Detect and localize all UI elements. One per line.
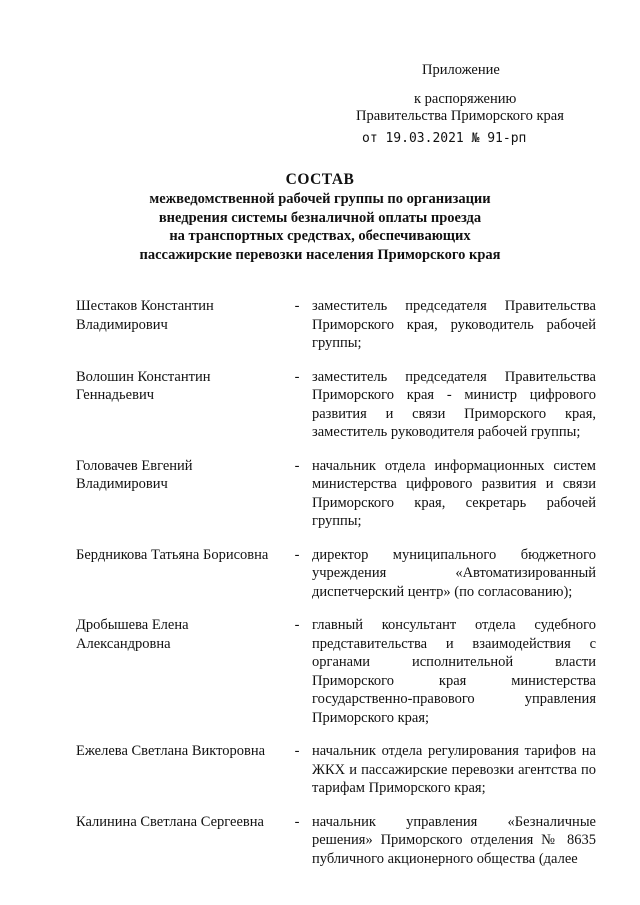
member-name: Дробышева Елена Александровна (76, 617, 189, 652)
member-dash: - (294, 617, 300, 633)
member-role: начальник отдела регулирования тарифов на ЖКХ и пассажирские перевозки агентства по тарифам Приморского края; (312, 743, 596, 796)
member-role: заместитель председателя Правительства Приморского края - министр цифрового развития и связи Приморского края, заместитель руководителя рабочей группы; (312, 368, 596, 440)
member-name: Волошин Константин Геннадьевич (76, 368, 211, 403)
member-role: начальник отдела информационных систем министерства цифрового развития и связи Приморского края, секретарь рабочей группы; (312, 457, 596, 529)
member-row (76, 616, 596, 727)
member-role: начальник управления «Безналичные решения» Приморского отделения № 8635 публичного акционерного общества (далее (312, 813, 596, 867)
member-row (76, 813, 596, 869)
title-heading: СОСТАВ (285, 171, 355, 188)
member-row (76, 546, 596, 602)
member-list (76, 297, 596, 883)
member-row (76, 368, 596, 442)
member-name: Шестаков Константин Владимирович (76, 298, 214, 333)
title-line: пассажирские перевозки населения Приморского края (139, 246, 501, 263)
member-role: главный консультант отдела судебного представительства и взаимодействия с органами исполнительной власти Приморского края министерства государственно-правового управления Приморского края; (312, 617, 596, 726)
member-row (76, 457, 596, 531)
member-dash: - (294, 368, 300, 385)
title-line: межведомственной рабочей группы по организации (149, 191, 491, 207)
appendix-label: Приложение (422, 62, 500, 78)
document-title (0, 170, 640, 264)
member-row (76, 297, 596, 353)
member-name: Калинина Светлана Сергеевна (76, 813, 264, 830)
member-dash: - (294, 457, 300, 474)
appendix-to-order: к распоряжению (414, 91, 517, 107)
member-row (76, 742, 596, 798)
member-dash: - (294, 546, 300, 563)
appendix-date-number: от 19.03.2021 № 91-рп (362, 131, 527, 146)
member-name: Ежелева Светлана Викторовна (76, 743, 266, 759)
title-line: внедрения системы безналичной оплаты проезда (158, 209, 482, 226)
appendix-issuer: Правительства Приморского края (356, 108, 564, 124)
title-line: на транспортных средствах, обеспечивающих (169, 228, 471, 244)
member-dash: - (294, 298, 300, 314)
member-dash: - (294, 743, 300, 759)
member-role: заместитель председателя Правительства Приморского края, руководитель рабочей группы; (312, 298, 596, 351)
member-name: Бердникова Татьяна Борисовна (76, 546, 269, 563)
member-role: директор муниципального бюджетного учреждения «Автоматизированный диспетчерский центр» (по согласованию); (312, 546, 596, 600)
member-name: Головачев Евгений Владимирович (76, 457, 193, 492)
member-dash: - (294, 813, 300, 830)
